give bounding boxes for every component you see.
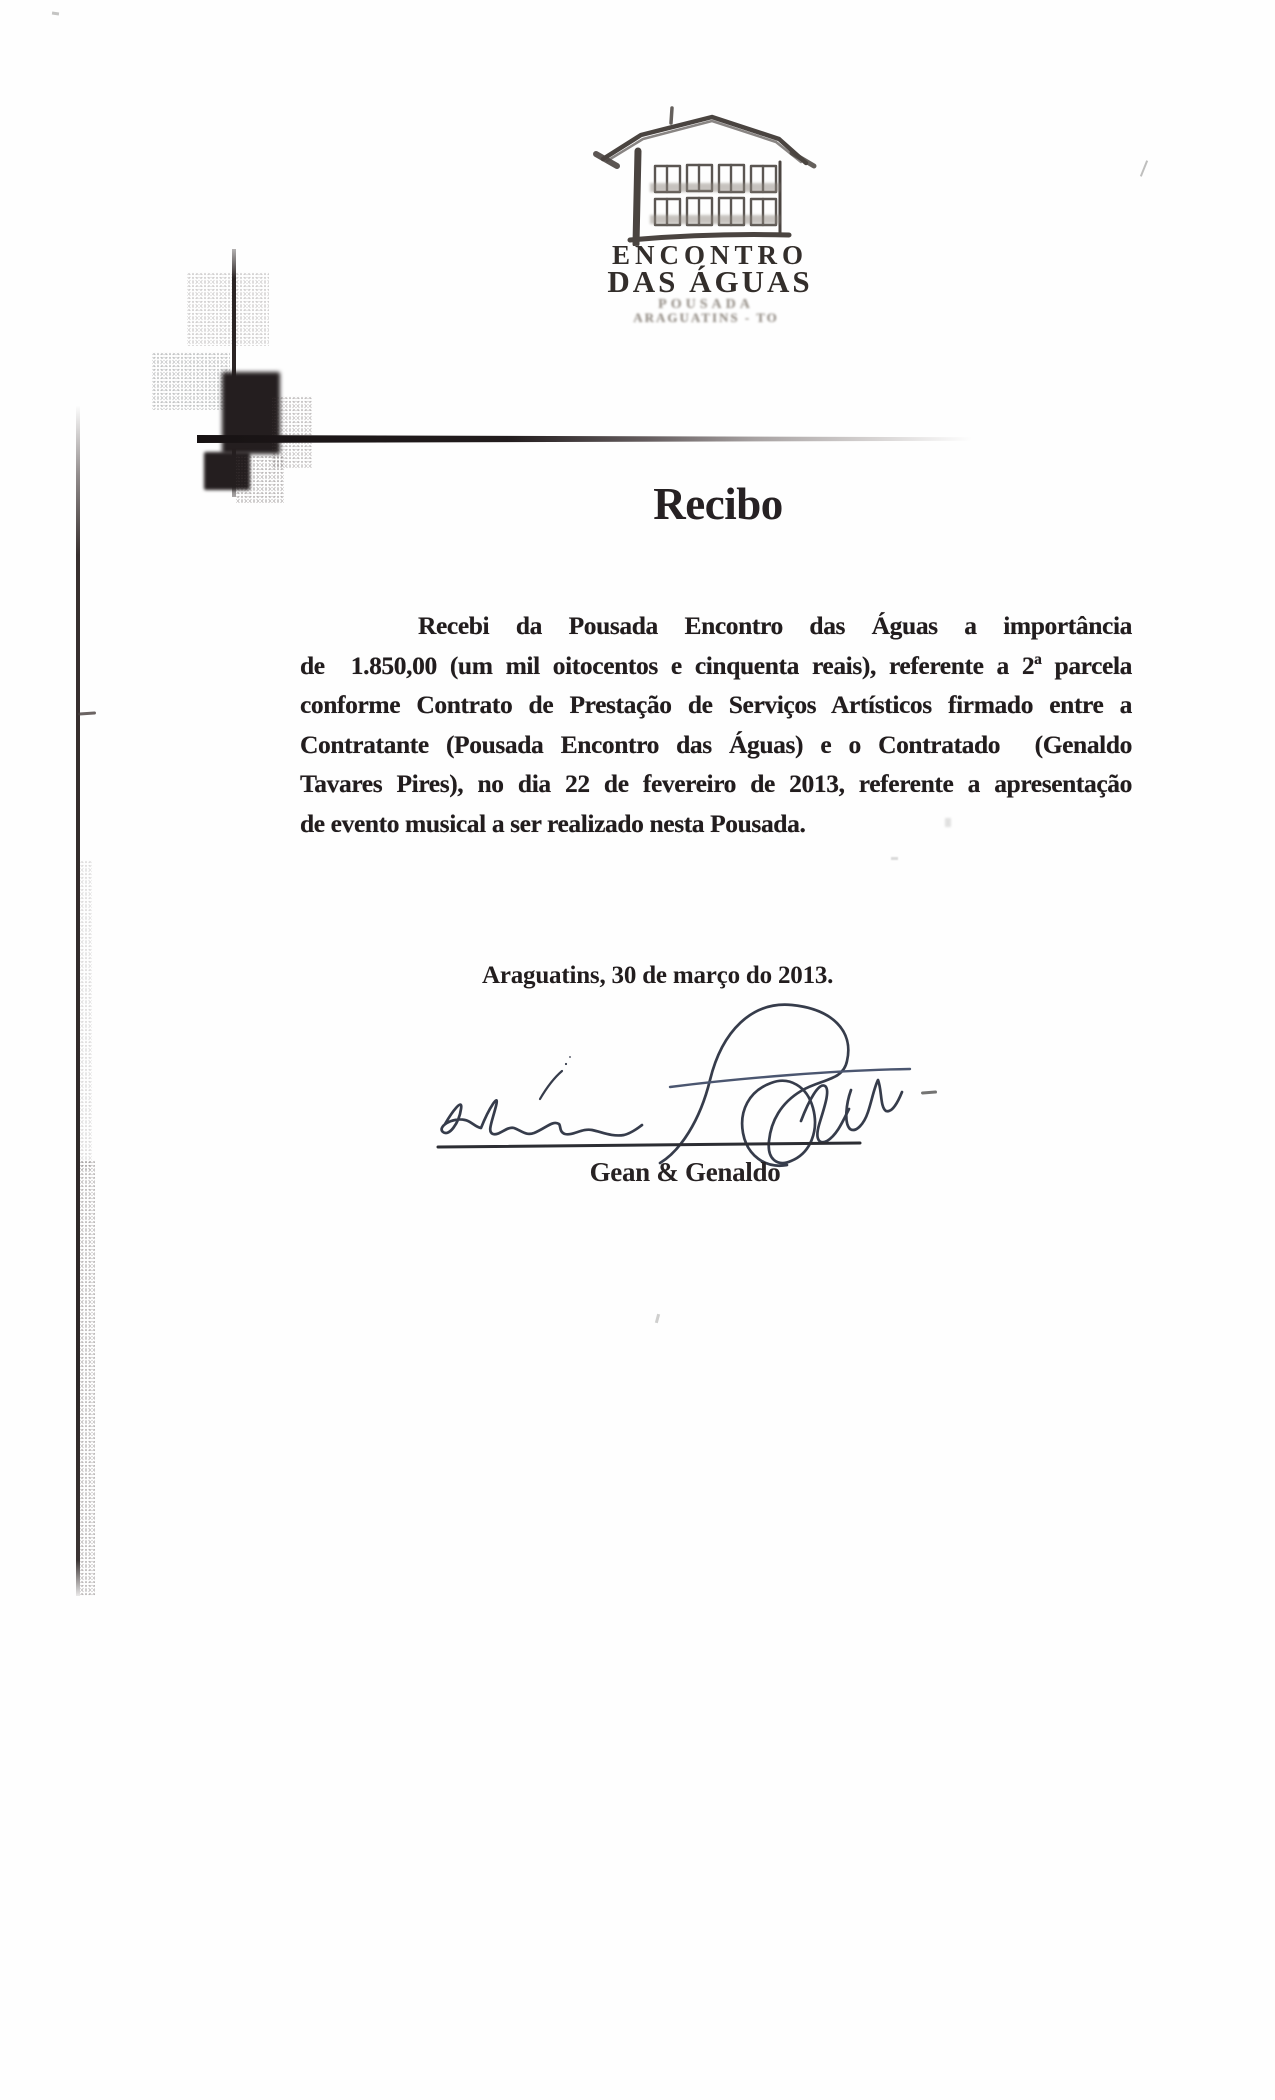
scan-artifact-speckle [187,272,269,346]
logo-name-line1: ENCONTRO [611,240,808,270]
scan-speck [891,857,898,860]
receipt-body [300,606,1132,844]
scan-artifact-speckle [152,352,230,410]
scan-artifact-left-fuzz [80,1160,95,1596]
scan-speck [655,1314,660,1323]
body-line: Tavares Pires), no dia 22 de fevereiro de 2013, referente a apresentação [300,769,1132,799]
scan-artifact-left-line [76,405,80,1596]
logo-window-smudge [650,215,780,224]
body-line: de 1.850,00 (um mil oitocentos e cinquenta reais), referente a 2ª parcela [300,650,1132,680]
logo-subtitle-city: ARAGUATINS - TO [633,310,779,325]
body-line: conforme Contrato de Prestação de Serviços Artísticos firmado entre a [300,690,1132,720]
logo-window-smudge [650,183,780,192]
signature-caption: Gean & Genaldo [589,1157,781,1187]
body-line: Recebi da Pousada Encontro das Águas a importância [418,611,1132,640]
date-line: Araguatins, 30 de março do 2013. [482,962,834,989]
logo-subtitle-pousada: POUSADA [658,297,754,312]
body-line: Contratante (Pousada Encontro das Águas) e o Contratado (Genaldo [300,729,1132,759]
letterhead-rule [197,435,972,443]
body-line: de evento musical a ser realizado nesta Pousada. [300,808,806,838]
scan-artifact-left-tick [78,711,96,715]
scan-speck [52,12,59,16]
scan-artifact-speckle [236,455,284,503]
scan-artifact-left-fuzz [80,860,92,1170]
scan-speck [1140,160,1148,177]
document-title: Recibo [653,479,783,529]
logo-name-line2: DAS ÁGUAS [607,264,813,299]
